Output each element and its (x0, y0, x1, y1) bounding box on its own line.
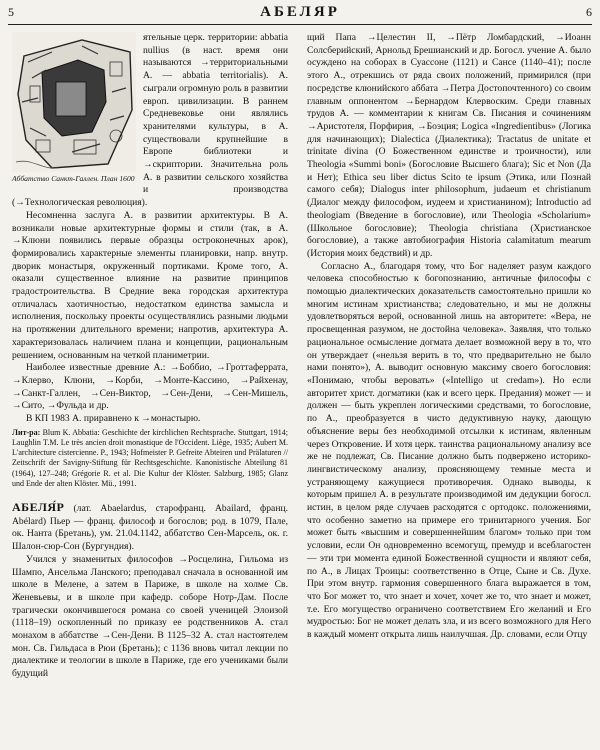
right-page-number: 6 (585, 5, 592, 19)
paragraph-known-abbeys: Наиболее известные древние А.: →Боббио, →Гроттаферрата, →Клерво, Клюни, →Корби, →Монте-Кассино, →Райхенау, →Санкт-Галлен, →Сен-Виктор, →Сен-Дени, →Сен-Мишель, →Сито, →Фульда и др. (12, 362, 288, 412)
left-column (12, 32, 288, 681)
running-title: АБЕЛЯР (260, 4, 340, 20)
header-rule (8, 24, 592, 25)
paragraph-codex-1983: В КП 1983 А. приравнено к →монастырю. (26, 413, 201, 425)
paragraph-continuation: щий Папа →Целестин II, →Пётр Ломбардский, →Иоанн Солсберийский, Арнольд Брешианский и др. Богосл. учение А. было осуждено на соборах в Суассоне (1121) и Сансе (1140–41); после этого А., отрекшись от ряда своих положений, примирился (при посредстве клюнийского аббата →Петра Достопочтенного) со своим главным оппонентом →Бернардом Клервоским. Среди главных трудов А. — комментарии к книгам Св. Писания и сочинениям →Аристотеля, Порфирия, →Боэция; Logica «Ingredientibus» (Логика для начинающих); Dialectica (Диалектика); Tractatus de unitate et trinitate divina (О Божественном единстве и троичности), или Theologia «Summi boni» (Богословие Высшего блага); Sic et Non (Да и Нет); Ethica seu liber dictus Scito te ipsum (Этика, или Познай самого себя); Dialogus inter philosophum, judaeum et christianum (Диалог между философом, иудеем и христианином); Introductio ad theologiam (Введение в богословие), или Theologia «Scholarium» (Школьное богословие); Theologia christiana (Христианское богословие), а также автобиография Historia calamitatum mearum (История моих бедствий) и др. (307, 32, 591, 259)
paragraph-architecture: Несомненна заслуга А. в развитии архитектуры. В А. возникали новые архитектурные формы и стили (так, в А. →Клюни появились первые образцы остроконечных арок), формировались характерные элементы планировки, напр. внутр. дворик монастыря, окруженный портиками. Кроме того, А. оказали существенное влияние на развитие принципов градостроительства. В Средние века городская архитектура отличалась хаотичностью, недостатком единства замысла и исполнения, поскольку проекты осуществлялись разными людьми на протяжении длительного времени; напротив, архитектура А. характеризовалась наличием плана и концепции, рациональным решением, основанным на четкой планиметрии. (12, 209, 288, 361)
entry-abelard-intro (12, 501, 288, 554)
abbey-plan-figure (12, 32, 136, 183)
left-page-number: 5 (8, 5, 14, 19)
literature-label: Лит-ра: (12, 427, 41, 437)
paragraph-reason-faith: Согласно А., благодаря тому, что Бог наделяет разум каждого человека способностью к богопознанию, античные философы с помощью диалектических доказательств самостоятельно пришли ко многим истинам христианства; следовательно, и мы не должны удовлетворяться верой, основанной лишь на авторитете: «Вера, не просвещенная разумом, не достойна человека». Заявляя, что только рациональное осмысление догмата делает возможной веру в то, что он утверждает («нельзя верить в то, что предварительно не было нами понято»), А. выводит основную максиму своего богословия: «Понимаю, чтобы веровать» («Intelligo ut credam»). Но если авторитет христ. догматики (как и всего церк. Предания) может — и должен — быть укреплен логическими средствами, то богословие, по А., преобразуется в чисто дедуктивную науку, дающую объяснение веры без необходимой отсылки к истинам, явленным через Откровение. И хотя церк. таинства рациональному анализу все же не подлежат, Св. Писание должно быть подвержено историко-лингвистическому анализу, проясняющему темные места и устраняющему кажущиеся противоречия. Однако выводы, к которым пришел А. в результате производимой им дедукции богосл. истин, в целом ряде случаев расходятся с ортодокс. положениями, что особенно заметно на примере его тринитарного учения. Бог может быть «высшим и совершеннейшим благом» только при том условии, если Он одновременно всемогущ, премудр и всеблагостен — эти три момента единой Божественной сущности и являют себя, по А., в Лицах Троицы: соответственно в Отце, Сыне и Св. Духе. При этом внутр. гармония совершенного блага выражается в том, что Бог может то, что знает и хочет, хочет же то, что знает и может, т.е. Его могущество ограничено соответствием Его желаний и Его мудростью: Бог не может делать зла, и из всего возможного для Него в каждый момент открыта лишь наилучшая. Др. словами, если Отцу (307, 260, 591, 641)
figure-caption: Аббатство Санкт-Галлен. План 1600 (12, 174, 135, 183)
abbey-plan-illustration (12, 32, 136, 172)
entry-headword: АБЕЛЯ́Р (12, 500, 65, 515)
right-column (307, 32, 591, 642)
paragraph-biography: Учился у знаменитых философов →Росцелина, Гильома из Шампо, Ансельма Ланского; преподавал сначала в основанной им школе в Мелене, а затем в Париже, в школе на холме Св. Женевьевы, и в школе при кафедр. соборе Нотр-Дам. После трагически окончившегося романа со своей ученицей Элоизой (1118–19) оскопленный по приказу ее родственников А. стал монахом в аббатстве →Сен-Дени. В 1125–32 А. стал настоятелем мон. Св. Гильдаса в Рюи (Бретань); с 1136 вновь читал лекции по диалектике и теологии в школе в Париже, где его учениками были будущий (12, 553, 288, 680)
literature-list (12, 428, 288, 489)
entry-intro-text: (лат. Abaelardus, старофранц. Abailard, франц. Abélard) Пьер — франц. философ и богослов; род. в 1079, Пале, ок. Нанта (Бретань), ум. 21.04.1142, аббатство Сен-Марсель, ок. г. Шалон-сюр-Сон (Бургундия). (12, 503, 288, 553)
page-header (8, 4, 592, 22)
paragraph-territory: ятельные церк. территории: abbatia nullius (в наст. время они называются →территориальными А. — abbatia territorialis). А. сыграли огромную роль в развитии европ. цивилизации. В раннем Средневековье они являлись хранителями культуры, в А. существовали крупнейшие в Европе библиотеки и →скриптории. Значительна роль А. в развитии сельского хозяйства и производства (→Технологическая революция). (12, 32, 288, 209)
literature-text: Blum K. Abbatia: Geschichte der kirchlichen Rechtsprache. Stuttgart, 1914; Laughlin T.M. Le très ancien droit monastique de l'Occident. Liège, 1935; Aubert M. L'architecture cistercienne. P., 1943; Hofmeister P. Gefreite Abteiren und Prälaturen // Zeitschrift der Savigny-Stiftung für Rechtsgeschichte. Kanonistische Abteilung 81 (1964), 127–248; Grégorie R. et al. Die Kultur der Klöster. Salzburg, 1985; Glanz und Ende der alten Klöster. Mü., 1991. (12, 427, 288, 488)
